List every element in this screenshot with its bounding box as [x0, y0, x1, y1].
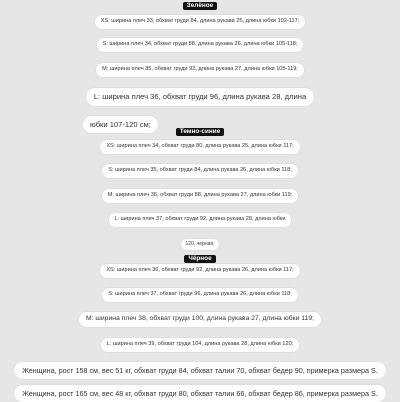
- message-bubble: S: ширина плеч 35, обхват груди 84, длина рукава 26, длина юбки 118;: [102, 164, 298, 178]
- message-row: [0, 385, 400, 402]
- message-bubble: XS: ширина плеч 33, обхват груди 84, длина рукава 25, длина юбки 102-117;: [95, 15, 306, 29]
- message-bubble: S: ширина плеч 34, обхват груди 88, длина рукава 26, длина юбки 105-118;: [97, 38, 304, 52]
- message-bubble: M: ширина плеч 36, обхват груди 88, длина рукава 27, длина юбки 119;: [102, 189, 299, 203]
- message-row: [0, 88, 400, 106]
- message-row: [0, 288, 400, 302]
- message-row: [0, 264, 400, 278]
- message-bubble: юбки 107-120 см;: [83, 116, 158, 133]
- message-bubble: S: ширина плеч 37, обхват груди 96, длина рукава 26, длина юбки 118;: [102, 288, 298, 302]
- message-row: [0, 213, 400, 227]
- message-row: [0, 338, 400, 352]
- message-row: [0, 15, 400, 29]
- message-bubble: L: ширина плеч 37, обхват груди 92, длина рукава 28, длина юбки: [109, 213, 292, 227]
- section-header-row: [0, 255, 400, 263]
- message-row: [0, 239, 400, 250]
- section-header-row: [0, 128, 400, 136]
- message-row: [0, 164, 400, 178]
- section-header-green: Зелёное: [183, 2, 218, 10]
- message-bubble: XS: ширина плеч 36, обхват груди 92, длина рукава 26, длина юбки 117;: [100, 264, 299, 278]
- section-header-dark-blue: Темно-синие: [176, 128, 225, 136]
- message-bubble: M: ширина плеч 38, обхват груди 100, длина рукава 27, длина юбки 119;: [79, 312, 321, 327]
- message-row: [0, 312, 400, 327]
- message-bubble: XS: ширина плеч 34, обхват груди 80, длина рукава 25, длина юбки 117;: [100, 140, 299, 154]
- message-row: [0, 63, 400, 77]
- message-bubble: L: ширина плеч 36, обхват груди 96, длина рукава 28, длина: [86, 88, 314, 106]
- message-row: [0, 140, 400, 154]
- message-row: [0, 189, 400, 203]
- section-header-row: [0, 2, 400, 10]
- message-bubble: 120, черная;: [181, 239, 220, 250]
- message-bubble: Женщина, рост 165 см, вес 48 кг, обхват груди 80, обхват талии 66, обхват бедер 86, примерка размера S.: [14, 385, 386, 402]
- message-bubble: L: ширина плеч 39, обхват груди 104, длина рукава 28, длина юбки 120;: [101, 338, 300, 352]
- section-header-black: Чёрное: [184, 255, 215, 263]
- message-row: [0, 38, 400, 52]
- message-bubble: M: ширина плеч 35, обхват груди 92, длина рукава 27, длина юбки 105-119;: [96, 63, 304, 77]
- message-bubble: Женщина, рост 158 см, вес 51 кг, обхват груди 84, обхват талии 70, обхват бедер 90, примерка размера S.: [14, 362, 386, 379]
- message-row: [0, 362, 400, 379]
